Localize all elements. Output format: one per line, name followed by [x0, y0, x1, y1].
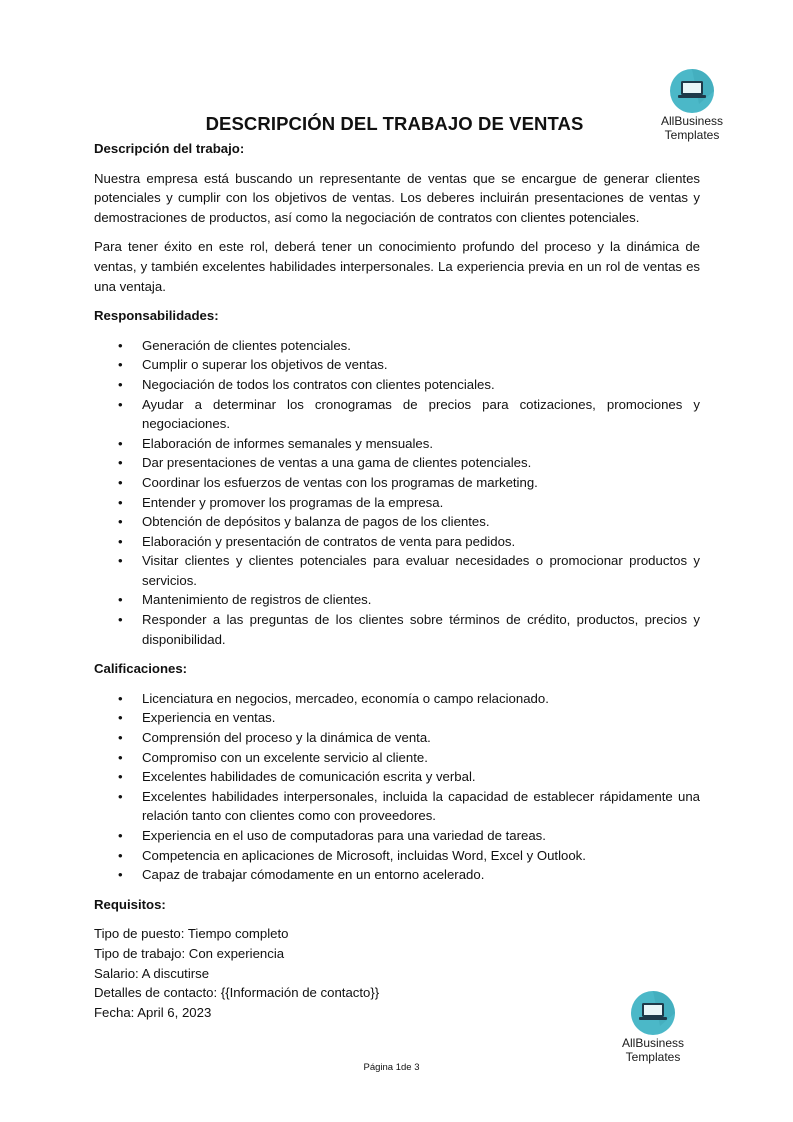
bullet-icon: • — [118, 337, 123, 353]
bullet-icon: • — [118, 376, 123, 392]
logo-text-line2: Templates — [625, 1050, 681, 1064]
list-item — [94, 493, 700, 513]
list-item — [94, 787, 700, 826]
list-item — [94, 512, 700, 532]
bullet-icon: • — [118, 396, 123, 412]
list-item-text: Capaz de trabajar cómodamente en un entorno acelerado. — [142, 867, 485, 883]
list-item — [94, 551, 700, 590]
description-paragraph: Para tener éxito en este rol, deberá tener un conocimiento profundo del proceso y la dinámica de ventas, y también excelentes habilidades interpersonales. La experiencia previa en un rol de ventas es una ventaja. — [94, 239, 700, 294]
list-item-text: Entender y promover los programas de la empresa. — [142, 494, 444, 510]
bullet-icon: • — [118, 612, 123, 628]
description-heading: Descripción del trabajo: — [94, 141, 245, 156]
list-item — [94, 610, 700, 649]
list-item-text: Experiencia en ventas. — [142, 710, 276, 726]
bullet-icon: • — [118, 847, 123, 863]
list-item — [94, 748, 700, 768]
logo-text-line2: Templates — [664, 128, 720, 142]
bullet-icon: • — [118, 788, 123, 804]
logo-text-line1: AllBusiness — [621, 1036, 685, 1050]
list-item — [94, 355, 700, 375]
list-item — [94, 336, 700, 356]
list-item-text: Cumplir o superar los objetivos de ventas. — [142, 357, 388, 373]
list-item-text: Responder a las preguntas de los clientes sobre términos de crédito, productos, precios y disponibilidad. — [142, 612, 700, 647]
list-item-text: Generación de clientes potenciales. — [142, 337, 351, 353]
bullet-icon: • — [118, 455, 123, 471]
responsibilities-heading: Responsabilidades: — [94, 308, 219, 324]
responsibilities-list — [94, 336, 700, 650]
qualifications-heading: Calificaciones: — [94, 661, 188, 677]
bullet-icon: • — [118, 474, 123, 490]
requirement-date: Fecha: April 6, 2023 — [94, 1004, 212, 1020]
bullet-icon: • — [118, 690, 123, 706]
allbusiness-logo-bottom — [598, 990, 708, 1064]
list-item — [94, 689, 700, 709]
requirement-salary: Salario: A discutirse — [94, 965, 210, 981]
list-item-text: Comprensión del proceso y la dinámica de venta. — [142, 730, 431, 746]
bullet-icon: • — [118, 867, 123, 883]
bullet-icon: • — [118, 730, 123, 746]
list-item — [94, 395, 700, 434]
bullet-icon: • — [118, 357, 123, 373]
page-number: Página 1de 3 — [363, 1062, 420, 1073]
list-item — [94, 473, 700, 493]
list-item — [94, 434, 700, 454]
list-item-text: Competencia en aplicaciones de Microsoft, incluidas Word, Excel y Outlook. — [142, 847, 586, 863]
requirements-heading: Requisitos: — [94, 896, 166, 912]
list-item-text: Excelentes habilidades interpersonales, incluida la capacidad de establecer rápidamente una relación tanto con clientes como con proveedores. — [142, 788, 700, 824]
list-item — [94, 590, 700, 610]
requirement-job-type: Tipo de trabajo: Con experiencia — [94, 945, 285, 961]
laptop-icon — [669, 68, 715, 114]
list-item-text: Mantenimiento de registros de clientes. — [142, 592, 372, 608]
list-item — [94, 728, 700, 748]
document-body — [94, 139, 700, 1022]
list-item — [94, 453, 700, 473]
bullet-icon: • — [118, 710, 123, 726]
list-item-text: Negociación de todos los contratos con clientes potenciales. — [142, 376, 495, 392]
list-item — [94, 708, 700, 728]
list-item-text: Elaboración y presentación de contratos de venta para pedidos. — [142, 533, 516, 549]
list-item-text: Dar presentaciones de ventas a una gama de clientes potenciales. — [142, 455, 532, 471]
list-item — [94, 375, 700, 395]
list-item — [94, 865, 700, 885]
list-item-text: Excelentes habilidades de comunicación escrita y verbal. — [142, 769, 476, 785]
bullet-icon: • — [118, 828, 123, 843]
bullet-icon: • — [118, 553, 123, 569]
logo-text-line1: AllBusiness — [660, 114, 724, 128]
requirement-position-type: Tipo de puesto: Tiempo completo — [94, 926, 289, 942]
list-item-text: Experiencia en el uso de computadoras para una variedad de tareas. — [142, 828, 546, 843]
bullet-icon: • — [118, 533, 123, 549]
list-item-text: Visitar clientes y clientes potenciales para evaluar necesidades o promocionar productos y servicios. — [142, 553, 700, 588]
requirement-contact: Detalles de contacto: {{Información de contacto}} — [94, 985, 380, 1001]
bullet-icon: • — [118, 435, 123, 451]
list-item — [94, 826, 700, 846]
list-item-text: Coordinar los esfuerzos de ventas con los programas de marketing. — [142, 474, 538, 490]
list-item-text: Compromiso con un excelente servicio al cliente. — [142, 749, 428, 765]
list-item — [94, 767, 700, 787]
list-item-text: Ayudar a determinar los cronogramas de precios para cotizaciones, promociones y negociaciones. — [142, 396, 700, 432]
description-paragraph: Nuestra empresa está buscando un representante de ventas que se encargue de generar clientes potenciales y cumplir con los objetivos de ventas. Los deberes incluirán presentaciones de ventas y demostraciones de productos, así como la negociación de contratos con clientes potenciales. — [94, 170, 700, 225]
document-title: DESCRIPCIÓN DEL TRABAJO DE VENTAS — [205, 113, 584, 134]
list-item — [94, 846, 700, 866]
list-item-text: Elaboración de informes semanales y mensuales. — [142, 435, 434, 451]
list-item — [94, 532, 700, 552]
bullet-icon: • — [118, 494, 123, 510]
bullet-icon: • — [118, 749, 123, 765]
bullet-icon: • — [118, 769, 123, 785]
bullet-icon: • — [118, 592, 123, 608]
qualifications-list — [94, 689, 700, 885]
bullet-icon: • — [118, 514, 123, 530]
list-item-text: Obtención de depósitos y balanza de pagos de los clientes. — [142, 514, 490, 530]
laptop-icon — [630, 990, 676, 1036]
list-item-text: Licenciatura en negocios, mercadeo, economía o campo relacionado. — [142, 690, 549, 706]
